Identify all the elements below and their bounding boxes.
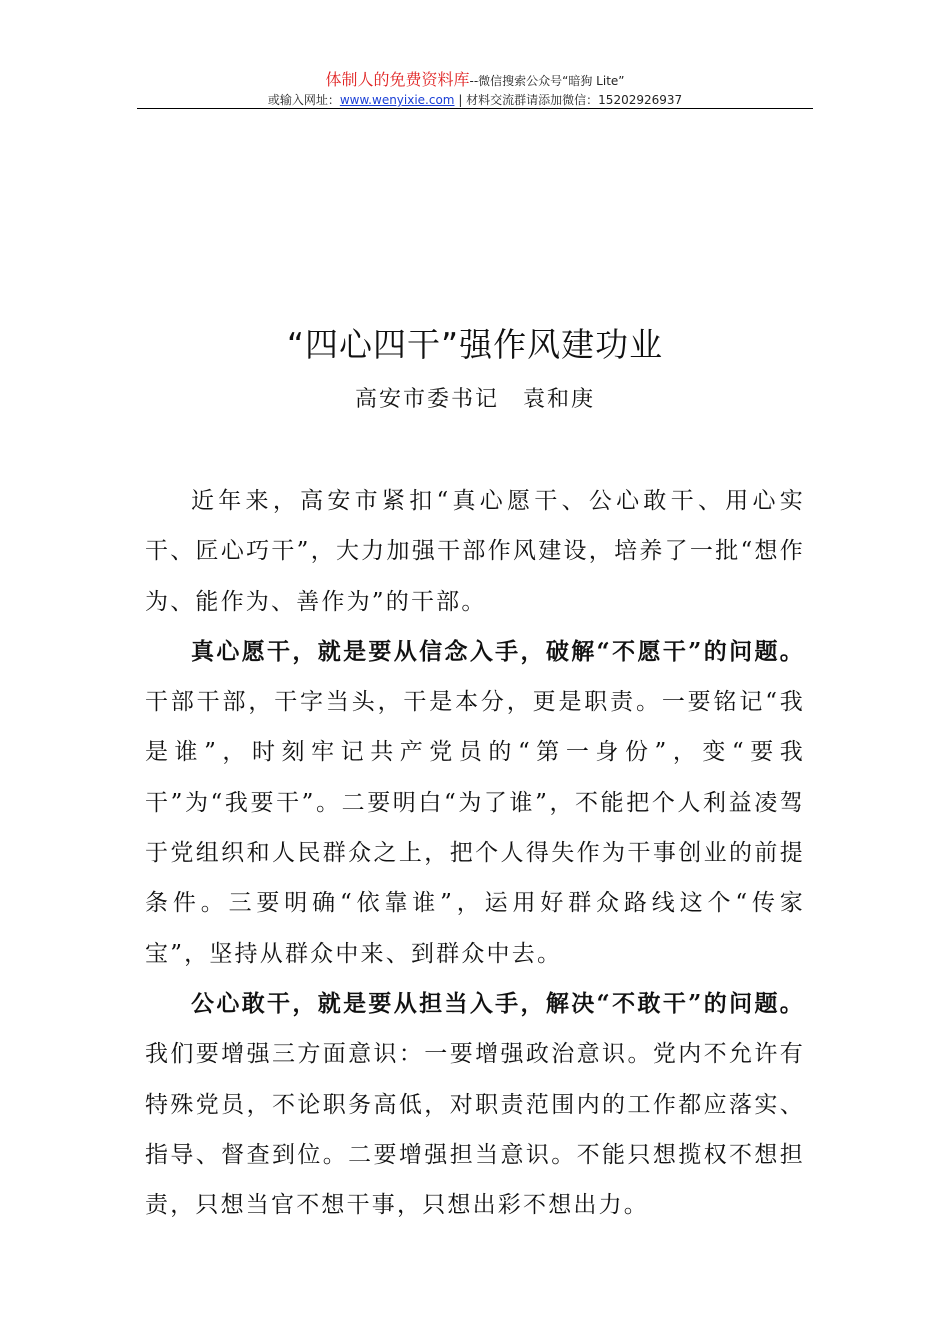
article-title: “四心四干”强作风建功业 (286, 325, 664, 364)
header-url-link[interactable]: www.wenyixie.com (339, 93, 455, 107)
paragraph-3-text: 我们要增强三方面意识：一要增强政治意识。党内不允许有特殊党员，不论职务高低，对职责范围内的工作都应落实、指导、督查到位。二要增强担当意识。不能只想揽权不想担责，只想当官不想干事，只想出彩不想出力。 (145, 1041, 805, 1219)
article-body (145, 476, 805, 1230)
paragraph-3 (145, 979, 805, 1230)
header-brand-suffix: --微信搜索公众号“暗狗 Lite” (469, 74, 625, 88)
header-contact: | 材料交流群请添加微信：15202926937 (454, 93, 683, 107)
header-divider (137, 108, 813, 109)
paragraph-1-text: 近年来，高安市紧扣“真心愿干、公心敢干、用心实干、匠心巧干”，大力加强干部作风建设，培养了一批“想作为、能作为、善作为”的干部。 (145, 488, 805, 615)
paragraph-2 (145, 627, 805, 979)
page-header (137, 70, 813, 109)
paragraph-3-lead: 公心敢干，就是要从担当入手，解决“不敢干”的问题。 (191, 989, 805, 1017)
header-line-1 (137, 70, 813, 91)
paragraph-2-lead: 真心愿干，就是要从信念入手，破解“不愿干”的问题。 (191, 637, 805, 665)
paragraph-1 (145, 476, 805, 627)
header-url-prefix: 或输入网址： (267, 93, 340, 107)
header-brand: 体制人的免费资料库 (325, 70, 470, 89)
paragraph-2-text: 干部干部，干字当头，干是本分，更是职责。一要铭记“我是谁”，时刻牢记共产党员的“第一身份”，变“要我干”为“我要干”。二要明白“为了谁”，不能把个人利益凌驾于党组织和人民群众之上，把个人得失作为干事创业的前提条件。三要明确“依靠谁”，运用好群众路线这个“传家宝”，坚持从群众中来、到群众中去。 (145, 689, 805, 967)
header-line-2 (137, 91, 813, 109)
article-author: 高安市委书记 袁和庚 (354, 387, 595, 412)
